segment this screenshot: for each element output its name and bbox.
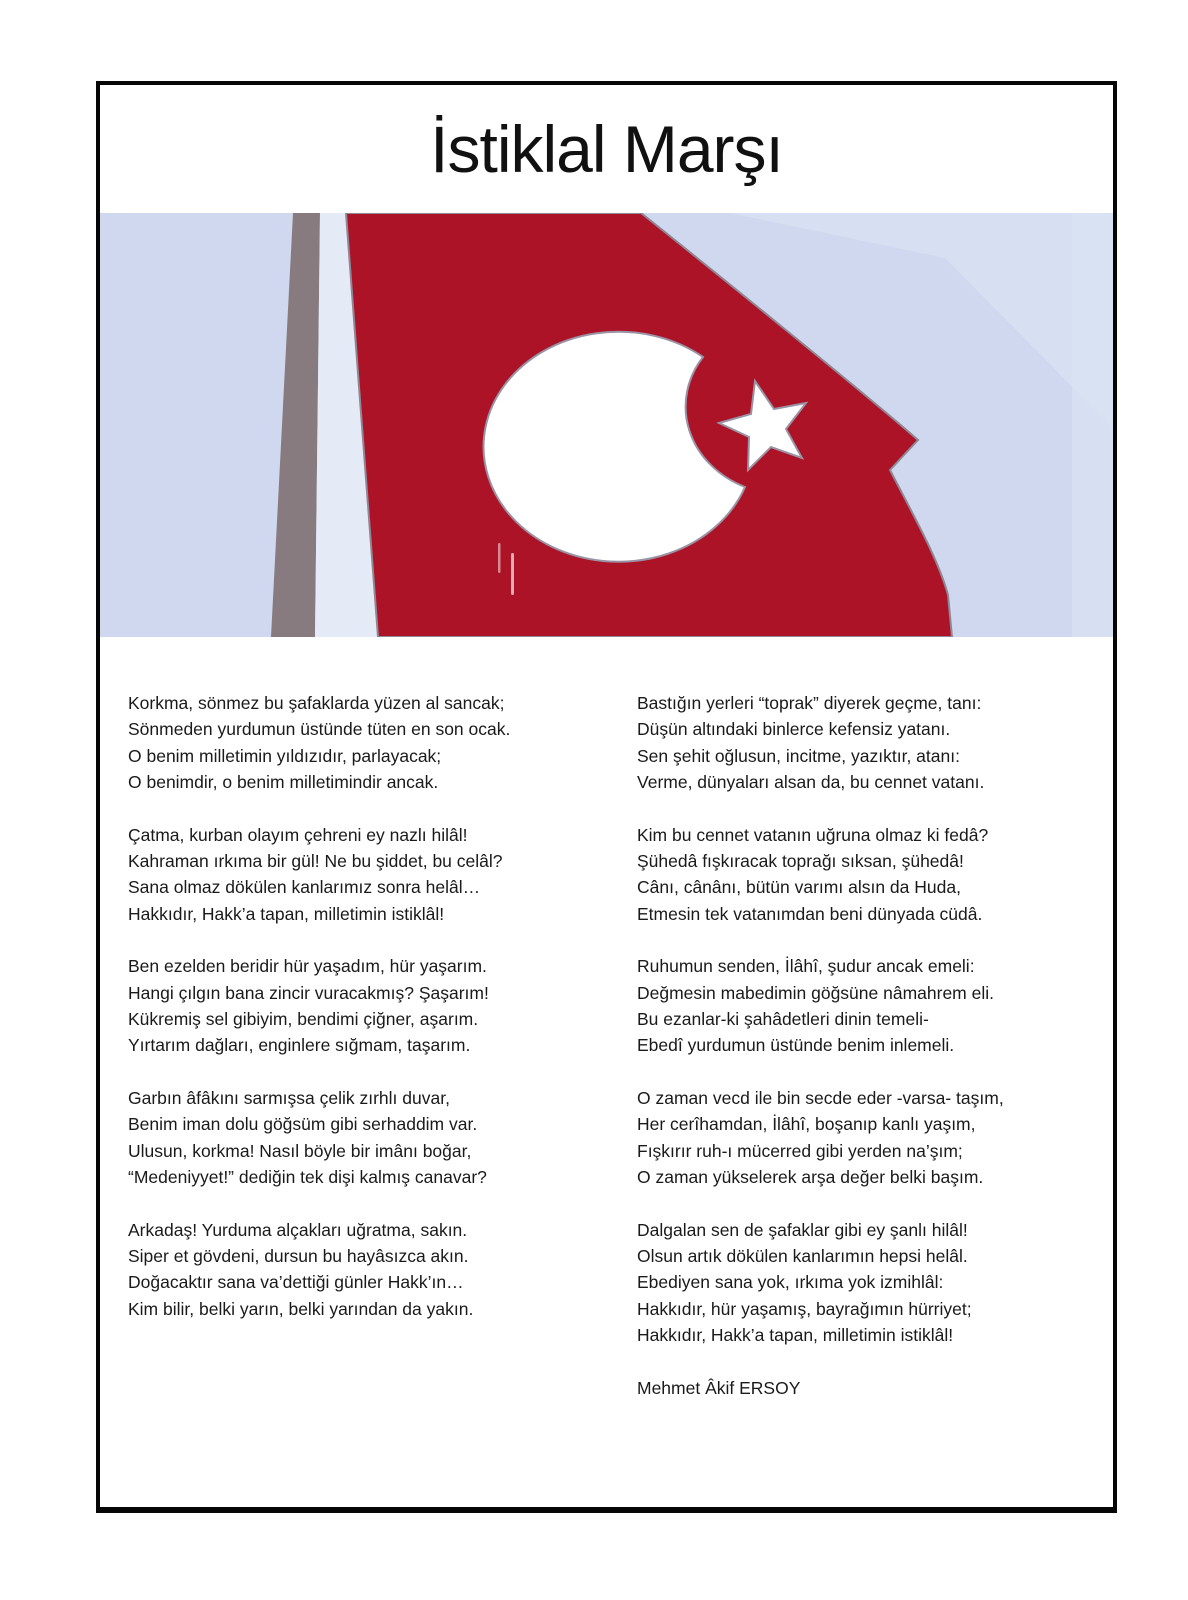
poem-line: Cânı, cânânı, bütün varımı alsın da Huda,	[637, 877, 961, 898]
poem-line: Siper et gövdeni, dursun bu hayâsızca akın.	[128, 1245, 469, 1266]
poem-line: Doğacaktır sana va’dettiği günler Hakk’ın…	[128, 1272, 464, 1293]
poem-stanza	[637, 953, 1117, 1059]
poem-line: Ruhumun senden, İlâhî, şudur ancak emeli:	[637, 956, 975, 977]
poem-line: Garbın âfâkını sarmışsa çelik zırhlı duvar,	[128, 1087, 450, 1108]
poem-line: Hakkıdır, Hakk’a tapan, milletimin istiklâl!	[128, 903, 445, 924]
poem-line: Çatma, kurban olayım çehreni ey nazlı hilâl!	[128, 824, 468, 845]
poem-line: Ebedî yurdumun üstünde benim inlemeli.	[637, 1035, 955, 1056]
poem-line: Ebediyen sana yok, ırkıma yok izmihlâl:	[637, 1272, 944, 1293]
poem-column-left	[128, 690, 618, 1348]
poem-line: Kim bu cennet vatanın uğruna olmaz ki fedâ?	[637, 824, 989, 845]
poem-stanza	[128, 822, 618, 928]
poem-line: “Medeniyyet!” dediğin tek dişi kalmış canavar?	[128, 1167, 487, 1188]
poem-line: Değmesin mabedimin göğsüne nâmahrem eli.	[637, 982, 994, 1003]
poem-line: Benim iman dolu göğsüm gibi serhaddim var.	[128, 1114, 478, 1135]
page-title: İstiklal Marşı	[430, 112, 783, 186]
poem-line: Verme, dünyaları alsan da, bu cennet vatanı.	[637, 772, 985, 793]
poem-line: Bu ezanlar-ki şahâdetleri dinin temeli-	[637, 1009, 929, 1030]
poem-line: Düşün altındaki binlerce kefensiz yatanı.	[637, 719, 951, 740]
poem-line: Kim bilir, belki yarın, belki yarından da yakın.	[128, 1298, 474, 1319]
poem-stanza	[637, 690, 1117, 796]
sky-streak	[511, 553, 514, 595]
poem-stanza	[637, 822, 1117, 928]
poem-stanza	[128, 953, 618, 1059]
poem-line: O zaman yükselerek arşa değer belki başım.	[637, 1167, 984, 1188]
poem-line: Sana olmaz dökülen kanlarımız sonra helâl…	[128, 877, 481, 898]
poem-line: Etmesin tek vatanımdan beni dünyada cüdâ.	[637, 903, 983, 924]
poem-stanza	[637, 1085, 1117, 1191]
sky-streak	[498, 543, 501, 573]
poem-line: Dalgalan sen de şafaklar gibi ey şanlı hilâl!	[637, 1219, 968, 1240]
poem-stanza	[128, 1085, 618, 1191]
poem-line: O benimdir, o benim milletimindir ancak.	[128, 772, 439, 793]
poem-line: Sen şehit oğlusun, incitme, yazıktır, atanı:	[637, 745, 960, 766]
anthem-page	[96, 81, 1117, 1513]
title-band	[100, 85, 1113, 213]
flag-photo	[100, 213, 1113, 637]
poem-line: Ben ezelden beridir hür yaşadım, hür yaşarım.	[128, 956, 487, 977]
author-name: Mehmet Âkif ERSOY	[637, 1377, 801, 1398]
poem-line: Arkadaş! Yurduma alçakları uğratma, sakın.	[128, 1219, 468, 1240]
poem-line: O benim milletimin yıldızıdır, parlayacak;	[128, 745, 442, 766]
poem-line: Her cerîhamdan, İlâhî, boşanıp kanlı yaşım,	[637, 1114, 976, 1135]
flag-illustration	[100, 213, 1113, 637]
poem-line: Bastığın yerleri “toprak” diyerek geçme, tanı:	[637, 693, 982, 713]
poem-stanza	[128, 690, 618, 796]
poem-line: Olsun artık dökülen kanlarımın hepsi helâl.	[637, 1245, 968, 1266]
sky-light-band	[1072, 213, 1113, 637]
poem-stanza	[637, 1217, 1117, 1349]
poem-line: Fışkırır ruh-ı mücerred gibi yerden na’şım;	[637, 1140, 963, 1161]
poem-line: Kükremiş sel gibiyim, bendimi çiğner, aşarım.	[128, 1009, 479, 1030]
poem-stanza	[128, 1217, 618, 1323]
poem-line: Yırtarım dağları, enginlere sığmam, taşarım.	[128, 1035, 471, 1056]
poem-line: Hakkıdır, Hakk’a tapan, milletimin istiklâl!	[637, 1325, 954, 1346]
poem-line: Şühedâ fışkıracak toprağı sıksan, şühedâ!	[637, 851, 964, 872]
poem-line: Hangi çılgın bana zincir vuracakmış? Şaşarım!	[128, 982, 489, 1003]
poem-column-right	[637, 690, 1117, 1401]
poem-line: Ulusun, korkma! Nasıl böyle bir imânı boğar,	[128, 1140, 472, 1161]
poem-line: Korkma, sönmez bu şafaklarda yüzen al sancak;	[128, 693, 505, 713]
poem-line: Hakkıdır, hür yaşamış, bayrağımın hürriyet;	[637, 1298, 972, 1319]
poem-line: O zaman vecd ile bin secde eder -varsa- taşım,	[637, 1087, 1004, 1108]
poem-line: Kahraman ırkıma bir gül! Ne bu şiddet, bu celâl?	[128, 851, 503, 872]
poem-line: Sönmeden yurdumun üstünde tüten en son ocak.	[128, 719, 511, 740]
